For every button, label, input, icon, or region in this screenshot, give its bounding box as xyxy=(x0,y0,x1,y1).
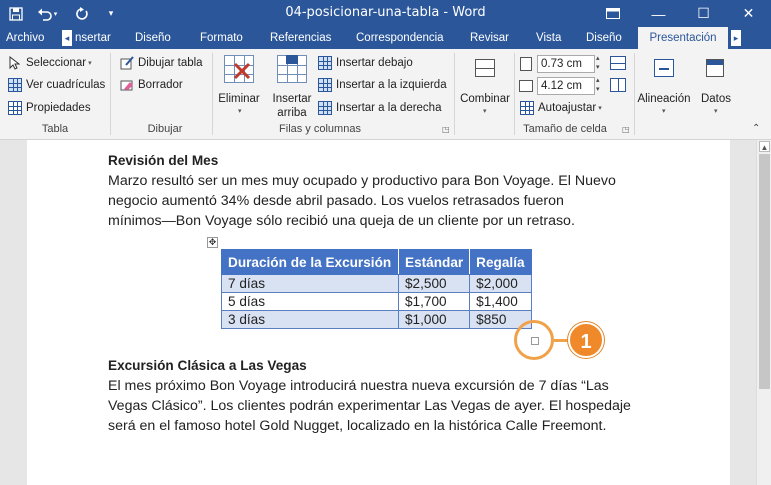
propiedades-button[interactable]: Propiedades xyxy=(8,101,91,115)
alignment-icon xyxy=(654,59,674,77)
table-cell[interactable]: $1,400 xyxy=(470,293,531,311)
autofit-icon xyxy=(520,101,534,115)
seleccionar-button[interactable]: Seleccionar ▾ xyxy=(8,56,92,70)
customize-qat-icon[interactable]: ▾ xyxy=(108,8,114,18)
paragraph-line: negocio aumentó 34% desde abril pasado. Los vuelos retrasados fueron xyxy=(108,193,564,209)
distribute-rows-icon[interactable] xyxy=(610,56,626,70)
tab-diseno[interactable]: Diseño xyxy=(135,32,171,44)
table-cell[interactable]: $850 xyxy=(470,311,531,329)
ribbon xyxy=(0,49,771,140)
tab-revisar[interactable]: Revisar xyxy=(470,32,509,44)
combinar-button[interactable]: Combinar ▾ xyxy=(458,53,512,121)
table-header-cell[interactable]: Estándar xyxy=(399,250,470,275)
paragraph-line: El mes próximo Bon Voyage introducirá nuestra nueva excursión de 7 días “Las xyxy=(108,378,609,394)
tab-vista[interactable]: Vista xyxy=(536,32,562,44)
row-height-input[interactable]: 0.73 cm xyxy=(537,55,595,73)
collapse-ribbon-icon[interactable]: ⌃ xyxy=(752,123,761,134)
table-cell[interactable]: $1,700 xyxy=(399,293,470,311)
table-row xyxy=(222,275,532,293)
tab-insertar[interactable]: nsertar xyxy=(75,32,111,44)
callout-number-badge: 1 xyxy=(568,322,604,358)
table-cell[interactable]: $1,000 xyxy=(399,311,470,329)
table-move-handle-icon[interactable]: ✥ xyxy=(208,237,217,247)
insert-arrow-icon xyxy=(286,55,298,64)
tab-presentacion[interactable]: Presentación xyxy=(638,27,728,49)
datos-button[interactable]: Datos ▾ xyxy=(696,53,736,121)
window-title: 04-posicionar-una-tabla - Word xyxy=(285,5,486,20)
table-cell[interactable]: $2,000 xyxy=(470,275,531,293)
scroll-up-icon[interactable]: ▲ xyxy=(760,143,769,152)
autoajustar-button[interactable]: Autoajustar ▾ xyxy=(520,101,602,115)
paragraph-line: Marzo resultó ser un mes muy ocupado y productivo para Bon Voyage. El Nuevo xyxy=(108,173,616,189)
group-label-tabla: Tabla xyxy=(41,123,69,135)
insertar-izquierda-button[interactable]: Insertar a la izquierda xyxy=(318,78,447,92)
group-separator xyxy=(110,53,111,135)
table-cell[interactable]: 5 días xyxy=(222,293,399,311)
draw-table-icon xyxy=(120,56,134,70)
eraser-icon xyxy=(120,78,134,92)
properties-icon xyxy=(8,101,22,115)
table-header-cell[interactable]: Duración de la Excursión xyxy=(222,250,399,275)
table-cell[interactable]: 7 días xyxy=(222,275,399,293)
paragraph-line: será en el famoso hotel Gold Nugget, localizado en la histórica Calle Freemont. xyxy=(108,418,607,434)
ribbon-display-icon[interactable] xyxy=(590,0,635,27)
merge-icon xyxy=(475,59,495,77)
gridlines-icon xyxy=(8,78,22,92)
data-icon xyxy=(706,59,724,77)
close-button[interactable]: ✕ xyxy=(742,5,755,21)
tabs-scroll-right-icon[interactable]: ▸ xyxy=(731,30,741,46)
table-header-row xyxy=(222,250,532,275)
undo-icon[interactable]: ▾ xyxy=(36,4,58,23)
col-width-input[interactable]: 4.12 cm xyxy=(537,77,595,95)
group-label-filas: Filas y columnas xyxy=(279,123,361,135)
dialog-launcher-icon[interactable]: ◳ xyxy=(622,125,630,134)
paragraph-line: Vegas Clásico”. Los clientes podrán experimentar Las Vegas de ayer. El hospedaje xyxy=(108,398,631,414)
table-header-cell[interactable]: Regalía xyxy=(470,250,531,275)
group-separator xyxy=(514,53,515,135)
table-cell[interactable]: $2,500 xyxy=(399,275,470,293)
scroll-thumb[interactable] xyxy=(759,154,770,389)
tab-archivo[interactable]: Archivo xyxy=(6,32,45,44)
insert-left-icon xyxy=(318,78,332,92)
title-bar xyxy=(0,0,771,27)
row-height-icon xyxy=(520,57,532,71)
tab-diseno-tabla[interactable]: Diseño xyxy=(586,32,622,44)
table-row xyxy=(222,311,532,329)
excursion-table xyxy=(221,249,532,329)
alineacion-button[interactable]: Alineación ▾ xyxy=(636,53,692,121)
spin-arrows-icon[interactable]: ▴ ▾ xyxy=(596,55,600,71)
paragraph-line: mínimos—Bon Voyage sólo recibió una queja de un cliente por un retraso. xyxy=(108,213,575,229)
heading-las-vegas: Excursión Clásica a Las Vegas xyxy=(108,358,307,373)
ribbon-tabs xyxy=(0,27,771,49)
delete-x-icon xyxy=(232,61,252,81)
dialog-launcher-icon[interactable]: ◳ xyxy=(442,125,450,134)
borrador-button[interactable]: Borrador xyxy=(120,78,183,92)
minimize-button[interactable]: — xyxy=(651,5,666,22)
vertical-scrollbar[interactable] xyxy=(756,140,771,485)
tab-referencias[interactable]: Referencias xyxy=(270,32,332,44)
insertar-debajo-button[interactable]: Insertar debajo xyxy=(318,56,413,70)
tab-correspondencia[interactable]: Correspondencia xyxy=(356,32,444,44)
insertar-derecha-button[interactable]: Insertar a la derecha xyxy=(318,101,441,115)
cursor-icon xyxy=(8,56,22,70)
insert-right-icon xyxy=(318,101,332,115)
insert-below-icon xyxy=(318,56,332,70)
dibujar-tabla-button[interactable]: Dibujar tabla xyxy=(120,56,203,70)
ver-cuadriculas-button[interactable]: Ver cuadrículas xyxy=(8,78,105,92)
tabs-scroll-left-icon[interactable]: ◂ xyxy=(62,30,72,46)
group-label-dibujar: Dibujar xyxy=(147,123,183,135)
distribute-cols-icon[interactable] xyxy=(610,78,626,92)
heading-revision: Revisión del Mes xyxy=(108,153,219,168)
eliminar-button[interactable]: Eliminar ▾ xyxy=(218,53,260,121)
group-separator xyxy=(634,53,635,135)
insertar-arriba-button[interactable]: Insertar arriba xyxy=(270,53,314,121)
table-row xyxy=(222,293,532,311)
table-cell[interactable]: 3 días xyxy=(222,311,399,329)
maximize-button[interactable]: ☐ xyxy=(697,5,710,21)
table-resize-handle[interactable] xyxy=(531,337,539,345)
group-separator xyxy=(454,53,455,135)
group-separator xyxy=(212,53,213,135)
col-width-icon xyxy=(519,80,533,92)
tab-formato[interactable]: Formato xyxy=(200,32,243,44)
spin-arrows-icon[interactable]: ▴ ▾ xyxy=(596,77,600,93)
group-label-tamano: Tamaño de celda xyxy=(523,123,607,135)
